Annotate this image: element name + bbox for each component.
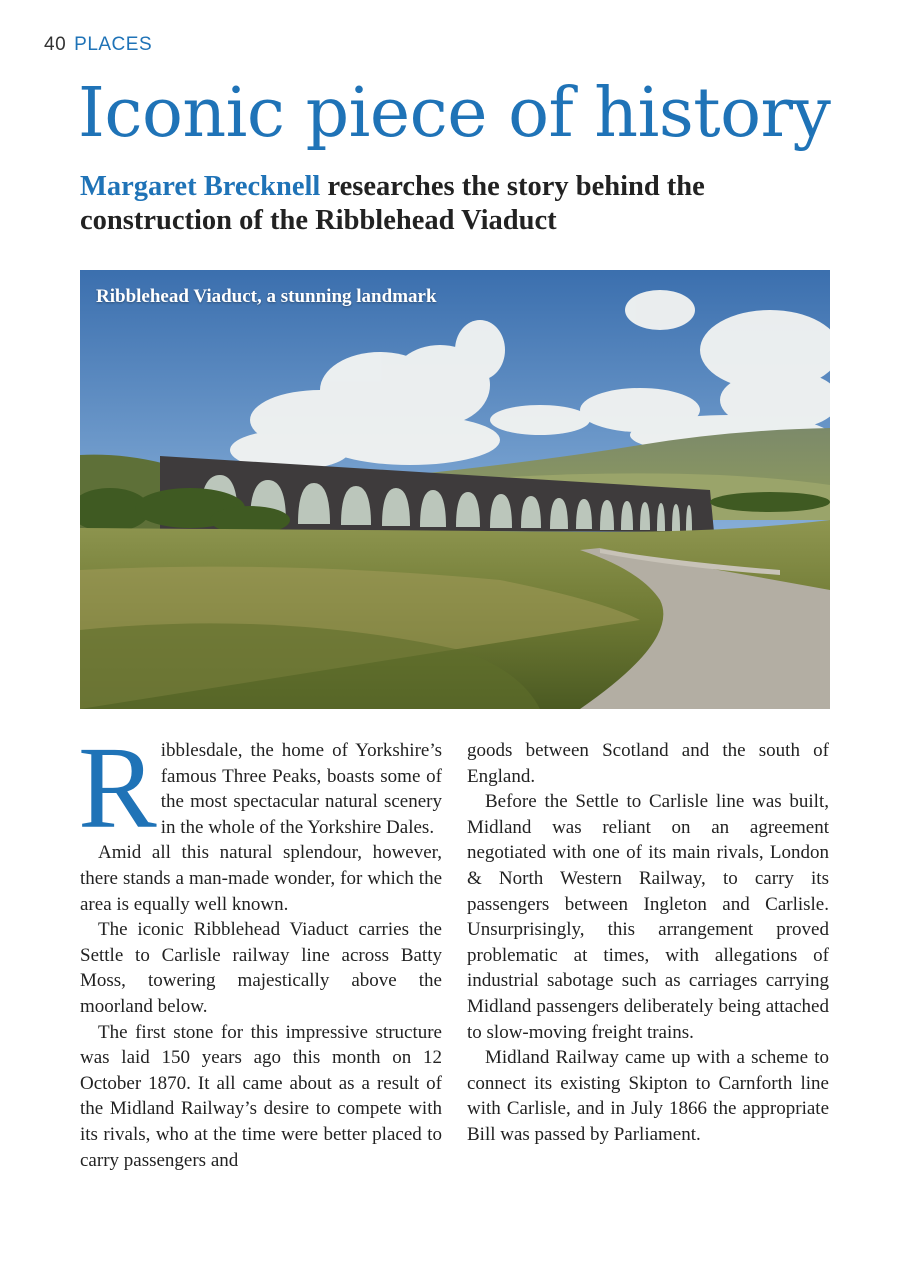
standfirst (80, 170, 800, 238)
body-paragraph: Amid all this natural splendour, however, there stands a man-made wonder, for which the area is equally well known. (80, 842, 442, 915)
body-paragraph-continued: goods between Scotland and the south of England. (467, 740, 829, 787)
body-paragraph: Midland Railway came up with a scheme to connect its existing Skipton to Carnforth line with Carlisle, and in July 1866 the appropriate Bill was passed by Parliament. (467, 1047, 829, 1145)
first-paragraph-text: ibblesdale, the home of Yorkshire’s famous Three Peaks, boasts some of the most spectacular natural scenery in the whole of the Yorkshire Dales. (160, 740, 442, 838)
body-paragraph (78, 722, 442, 853)
viaduct-photo (80, 270, 830, 709)
author-name: Margaret Brecknell (80, 171, 321, 202)
standfirst-text: researches the story behind the construction of the Ribblehead Viaduct (80, 171, 705, 236)
body-column-1 (78, 722, 442, 1173)
photo-caption: Ribblehead Viaduct, a stunning landmark (96, 286, 437, 307)
body-paragraph: The first stone for this impressive structure was laid 150 years ago this month on 12 October 1870. It all came about as a result of the Midland Railway’s desire to compete with its rivals, who at the time were better placed to carry passengers and (80, 1021, 442, 1171)
page-folio (44, 34, 152, 56)
viaduct-illustration (80, 270, 830, 709)
drop-cap: R (78, 722, 157, 853)
section-label: PLACES (74, 34, 153, 55)
body-paragraph: The iconic Ribblehead Viaduct carries the Settle to Carlisle railway line across Batty Moss, towering majestically above the moorland below. (80, 919, 442, 1017)
body-column-2 (467, 738, 829, 1148)
article-title: Iconic piece of history (78, 74, 831, 153)
body-paragraph: Before the Settle to Carlisle line was built, Midland was reliant on an agreement negotiated with one of its main rivals, London & North Western Railway, to carry its passengers between Ingleton and Carlisle. Unsurprisingly, this arrangement proved problematic at times, with allegations of industrial sabotage such as carriages carrying Midland passengers deliberately being attached to slow-moving freight trains. (467, 791, 829, 1043)
page-number: 40 (44, 34, 67, 55)
